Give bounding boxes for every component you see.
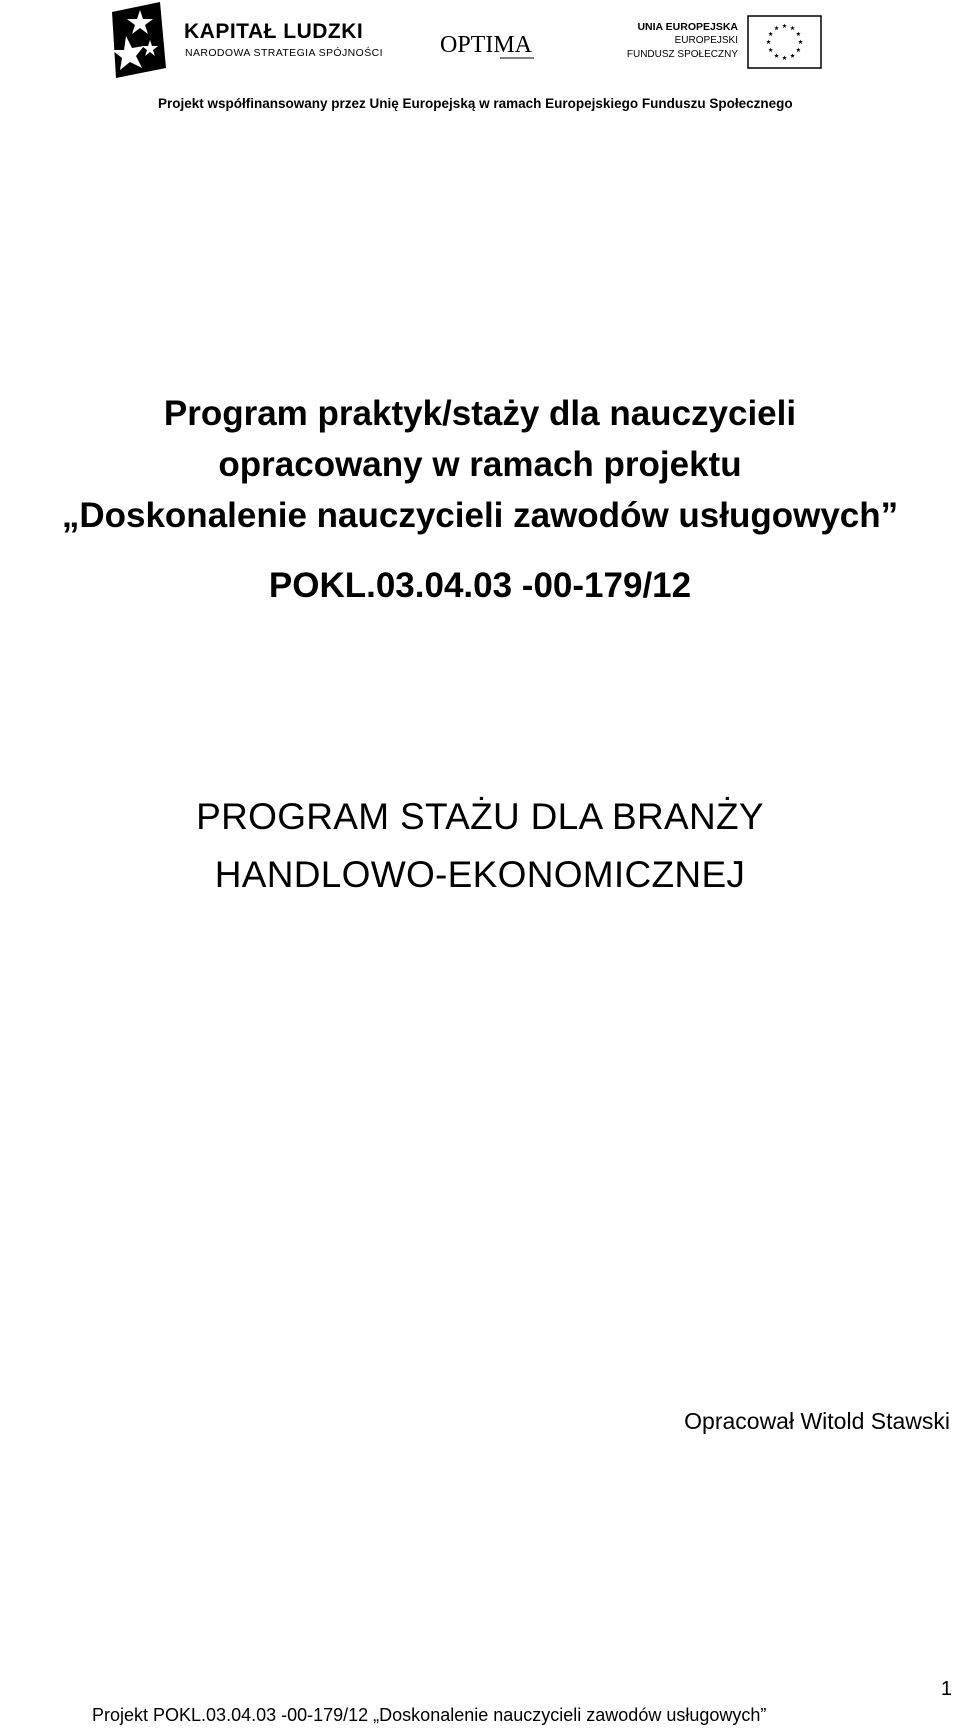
author-credit: Opracował Witold Stawski: [684, 1408, 950, 1434]
eu-fund-label-2: FUNDUSZ SPOŁECZNY: [626, 49, 738, 60]
eu-flag-icon: [747, 15, 822, 69]
internship-program-heading: [0, 788, 960, 904]
eu-union-label: UNIA EUROPEJSKA: [637, 21, 738, 33]
heading-line-2: HANDLOWO-EKONOMICZNEJ: [214, 854, 746, 895]
title-line-1: Program praktyk/staży dla nauczycieli: [163, 394, 797, 433]
title-line-2: opracowany w ramach projektu: [218, 445, 742, 484]
kapital-ludzki-subtitle: NARODOWA STRATEGIA SPÓJNOŚCI: [185, 47, 383, 59]
page-number: 1: [940, 1678, 952, 1700]
title-line-3: „Doskonalenie nauczycieli zawodów usługowych”: [61, 496, 899, 535]
optima-logo: [438, 18, 538, 64]
page-footer: Projekt POKL.03.04.03 -00-179/12 „Doskonalenie nauczycieli zawodów usługowych”: [92, 1705, 767, 1725]
kapital-ludzki-title: KAPITAŁ LUDZKI: [184, 20, 364, 43]
project-code: POKL.03.04.03 -00-179/12: [268, 566, 692, 605]
kapital-ludzki-logo: [110, 2, 383, 80]
kapital-ludzki-star-icon: [110, 2, 168, 78]
optima-logo-text: OPTIMA: [440, 32, 533, 58]
eu-logo-text: [618, 20, 738, 62]
eu-fund-label-1: EUROPEJSKI: [674, 35, 738, 46]
heading-line-1: PROGRAM STAŻU DLA BRANŻY: [196, 796, 764, 837]
cofinancing-statement: Projekt współfinansowany przez Unię Europejską w ramach Europejskiego Funduszu Społecznego: [158, 96, 793, 111]
document-title: [0, 388, 960, 611]
